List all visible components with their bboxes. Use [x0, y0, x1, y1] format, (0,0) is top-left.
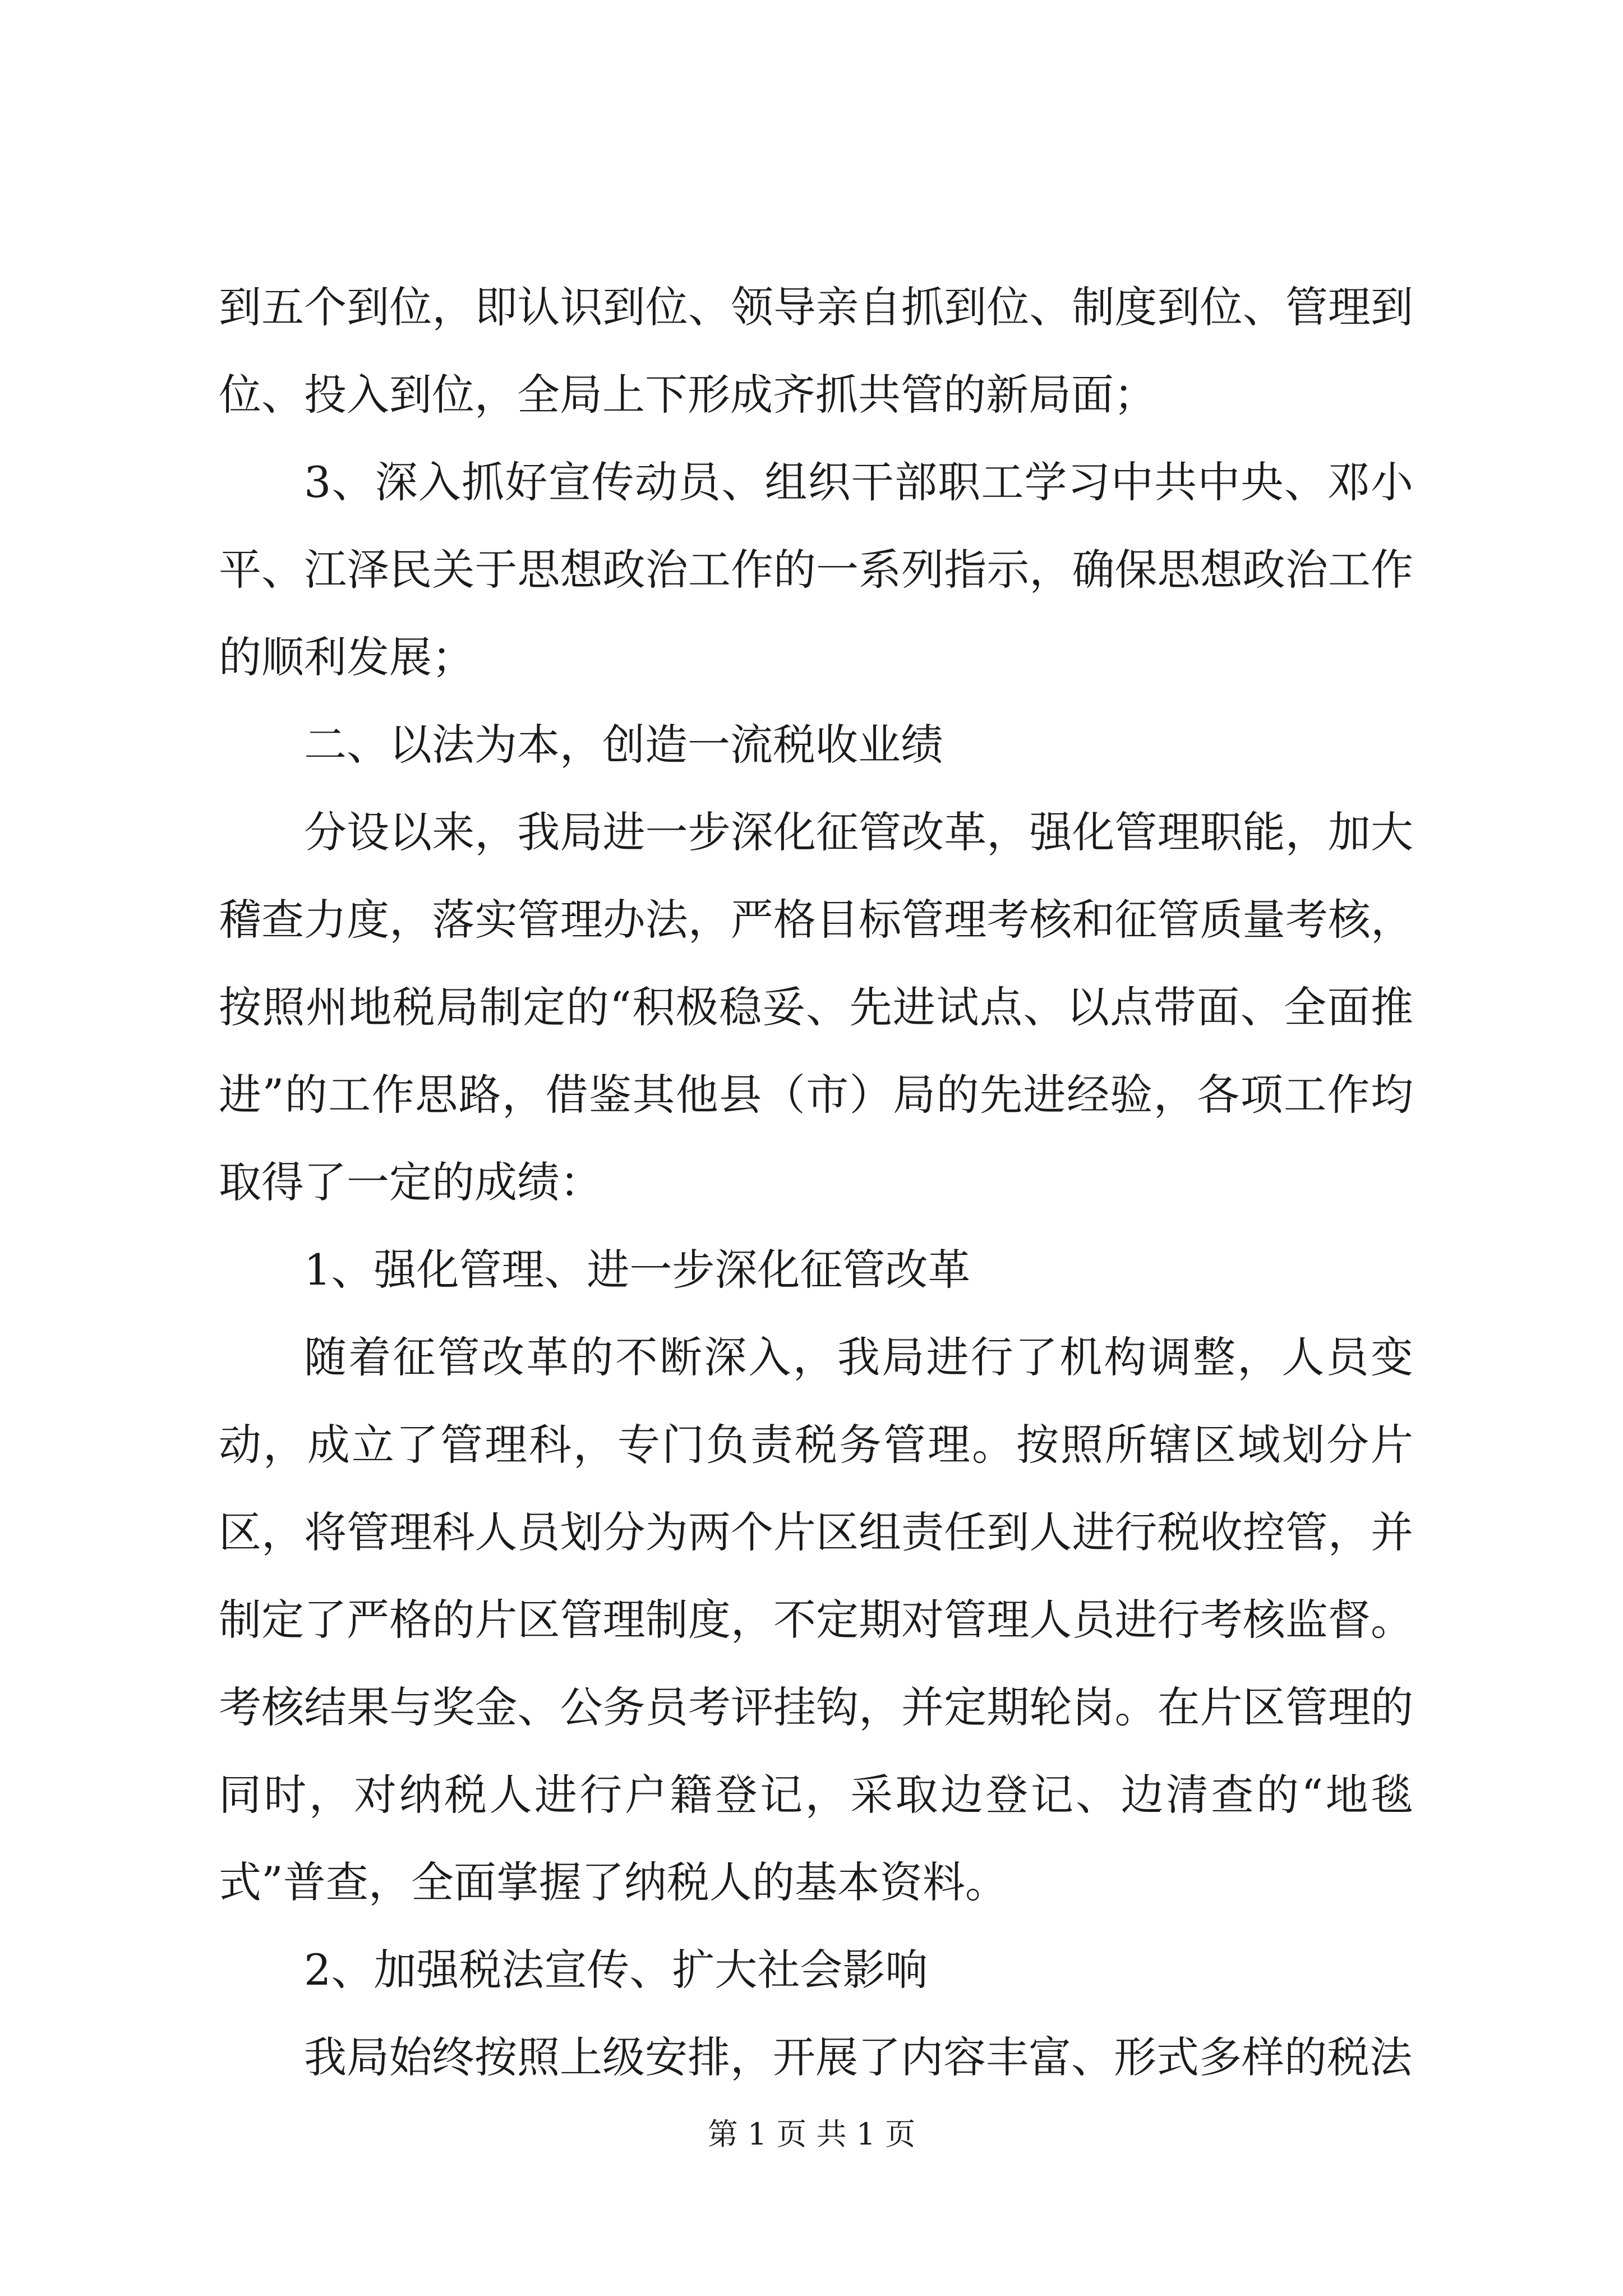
subheading-1: 1、强化管理、进一步深化征管改革 [304, 1245, 971, 1295]
page-footer: 第 1 页 共 1 页 [707, 2116, 916, 2152]
section-heading-2: 二、以法为本，创造一流税收业绩 [304, 720, 943, 770]
document-body [219, 264, 1413, 2101]
paragraph-continuation: 到五个到位，即认识到位、领导亲自抓到位、制度到位、管理到位、投入到位，全局上下形成齐抓共管的新局面； [219, 282, 1413, 420]
paragraph-section-intro: 分设以来，我局进一步深化征管改革，强化管理职能，加大稽查力度，落实管理办法，严格目标管理考核和征管质量考核，按照州地税局制定的“积极稳妥、先进试点、以点带面、全面推进”的工作思路，借鉴其他县（市）局的先进经验，各项工作均取得了一定的成绩： [219, 807, 1413, 1207]
subheading-2: 2、加强税法宣传、扩大社会影响 [304, 1945, 928, 1995]
paragraph-management: 随着征管改革的不断深入，我局进行了机构调整，人员变动，成立了管理科，专门负责税务管理。按照所辖区域划分片区，将管理科人员划分为两个片区组责任到人进行税收控管，并制定了严格的片区管理制度，不定期对管理人员进行考核监督。考核结果与奖金、公务员考评挂钩，并定期轮岗。在片区管理的同时，对纳税人进行户籍登记，采取边登记、边清查的“地毯式”普查，全面掌握了纳税人的基本资料。 [219, 1332, 1413, 1907]
paragraph-item-3: 3、深入抓好宣传动员、组织干部职工学习中共中央、邓小平、江泽民关于思想政治工作的一系列指示，确保思想政治工作的顺利发展； [219, 457, 1413, 682]
paragraph-tax-publicity: 我局始终按照上级安排，开展了内容丰富、形式多样的税法 [304, 2032, 1412, 2082]
